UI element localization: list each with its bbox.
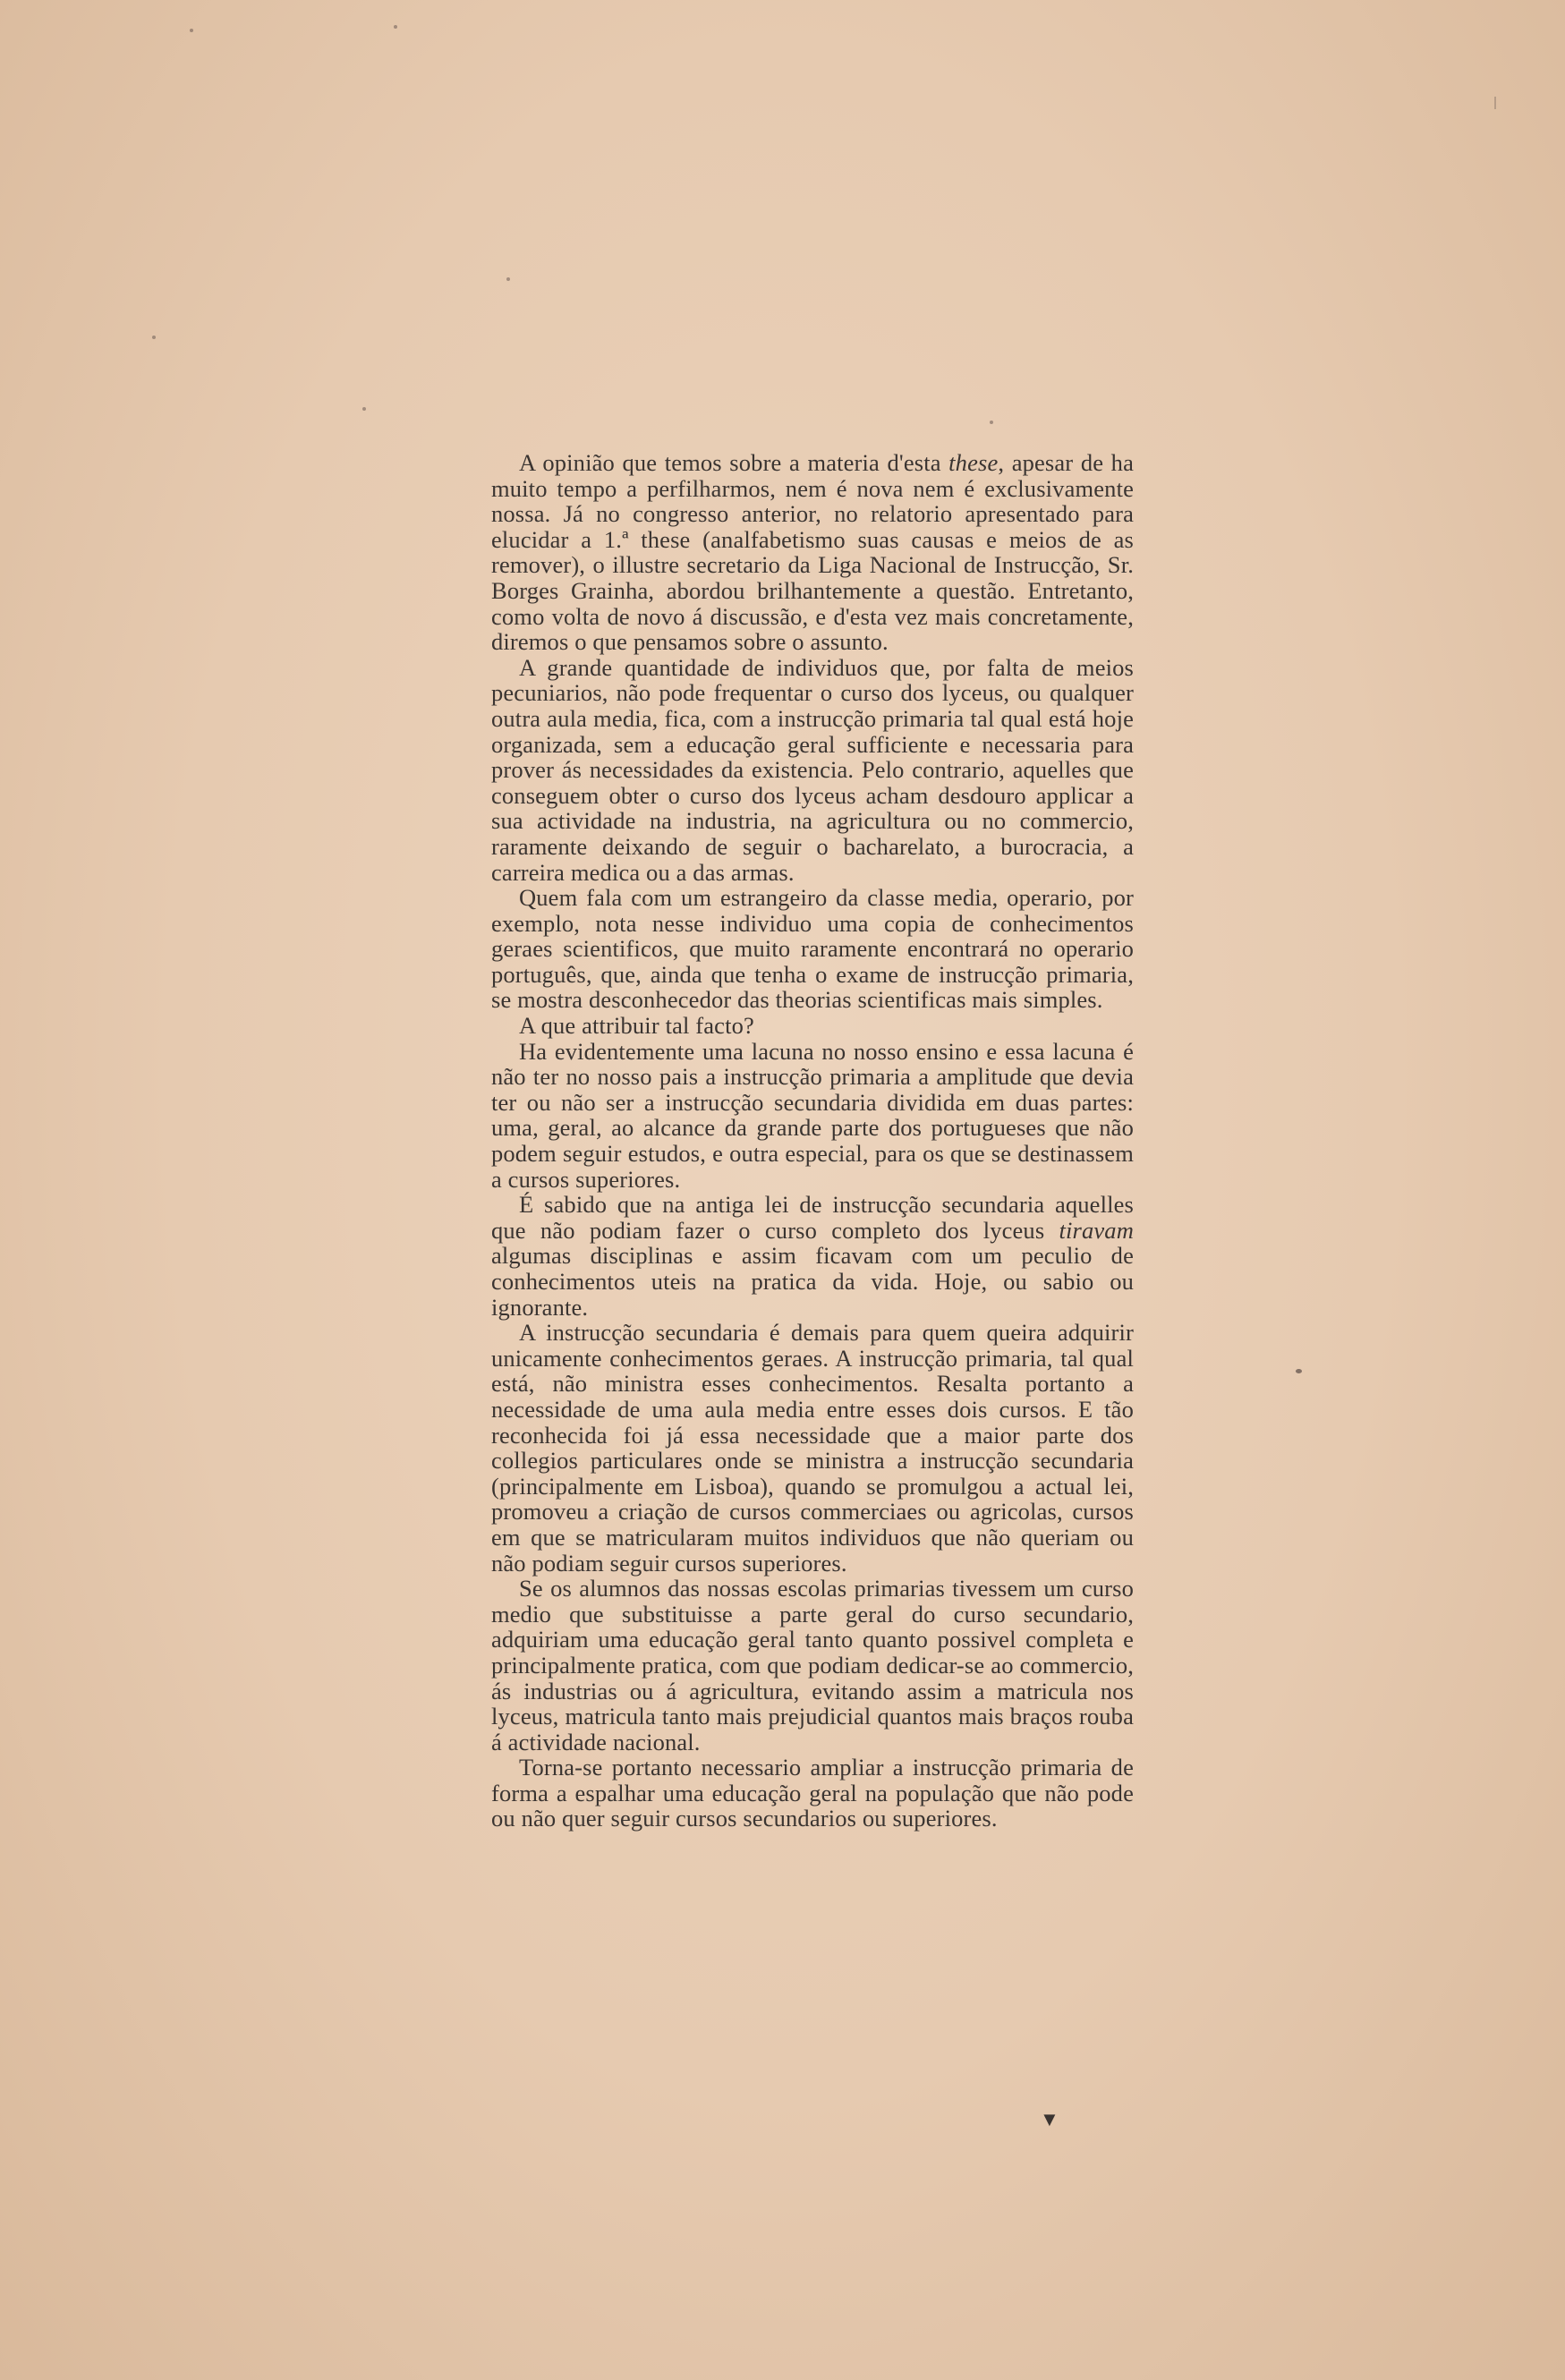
paper-speck xyxy=(1494,97,1496,109)
paper-speck xyxy=(152,336,156,339)
paragraph-7: A instrucção secundaria é demais para quem queira adquirir unicamente conhecimentos geraes. A instrucção primaria, tal qual está, não ministra esses conhecimentos. Resalta portanto a necessidade de uma aula media entre esses dois cursos. E tão reconhecida foi já essa necessidade que a maior parte dos collegios particulares onde se ministra a instrucção secundaria (principalmente em Lisboa), quando se promulgou a actual lei, promoveu a criação de cursos commerciaes ou agricolas, cursos em que se matricularam muitos individuos que não queriam ou não podiam seguir cursos superiores. xyxy=(491,1319,1134,1577)
paragraph-9: Torna-se portanto necessario ampliar a instrucção primaria de forma a espalhar uma educação geral na população que não pode ou não quer seguir cursos secundarios ou superiores. xyxy=(491,1754,1134,1832)
document-body xyxy=(491,450,1134,1832)
paragraph-1-text-a: A opinião que temos sobre a materia d'esta xyxy=(519,449,949,476)
paragraph-6-text-b: algumas disciplinas e assim ficavam com um peculio de conhecimentos uteis na pratica da vida. Hoje, ou sabio ou ignorante. xyxy=(491,1242,1134,1321)
signature-mark: ▼ xyxy=(1040,2108,1059,2130)
paper-speck xyxy=(190,29,193,32)
paragraph-2: A grande quantidade de individuos que, por falta de meios pecuniarios, não pode frequentar o curso dos lyceus, ou qualquer outra aula media, fica, com a instrucção primaria tal qual está hoje organizada, sem a educação geral sufficiente e necessaria para prover ás necessidades da existencia. Pelo contrario, aquelles que conseguem obter o curso dos lyceus acham desdouro applicar a sua actividade na industria, na agricultura ou no commercio, raramente deixando de seguir o bacharelato, a burocracia, a carreira medica ou a das armas. xyxy=(491,653,1134,886)
paper-speck xyxy=(1296,1369,1302,1373)
paragraph-8: Se os alumnos das nossas escolas primarias tivessem um curso medio que substituisse a parte geral do curso secundario, adquiriam uma educação geral tanto quanto possivel completa e principalmente pratica, com que podiam dedicar-se ao commercio, ás industrias ou á agricultura, evitando assim a matricula nos lyceus, matricula tanto mais prejudicial quantos mais braços rouba á actividade nacional. xyxy=(491,1575,1134,1755)
paragraph-5: Ha evidentemente uma lacuna no nosso ensino e essa lacuna é não ter no nosso pais a instrucção primaria a amplitude que devia ter ou não ser a instrucção secundaria dividida em duas partes: uma, geral, ao alcance da grande parte dos portugueses que não podem seguir estudos, e outra especial, para os que se destinassem a cursos superiores. xyxy=(491,1037,1134,1193)
paragraph-1-text-b: , apesar de ha muito tempo a perfilharmos, nem é nova nem é exclusivamente nossa. Já no congresso anterior, no relatorio apresentado para elucidar a 1.ª these (analfabetismo suas causas e meios de as remover), o illustre secretario da Liga Nacional de Instrucção, Sr. Borges Grainha, abordou brilhantemente a questão. Entretanto, como volta de novo á discussão, e d'esta vez mais concretamente, diremos o que pensamos sobre o assunto. xyxy=(491,449,1134,656)
paragraph-1-emphasis: these xyxy=(948,449,999,476)
paper-speck xyxy=(394,25,397,29)
paragraph-6-emphasis: tiravam xyxy=(1059,1216,1134,1244)
paragraph-6 xyxy=(491,1192,1134,1320)
paper-speck xyxy=(362,407,366,411)
paragraph-6-text-a: É sabido que na antiga lei de instrucção secundaria aquelles que não podiam fazer o curso completo dos lyceus xyxy=(491,1191,1134,1244)
paragraph-1 xyxy=(491,450,1134,655)
paper-speck xyxy=(506,277,510,281)
paper-speck xyxy=(990,421,993,424)
paragraph-4: A que attribuir tal facto? xyxy=(519,1012,754,1040)
paragraph-3: Quem fala com um estrangeiro da classe media, operario, por exemplo, nota nesse individuo uma copia de conhecimentos geraes scientificos, que muito raramente encontrará no operario português, que, ainda que tenha o exame de instrucção primaria, se mostra desconhecedor das theorias scientificas mais simples. xyxy=(491,884,1134,1014)
